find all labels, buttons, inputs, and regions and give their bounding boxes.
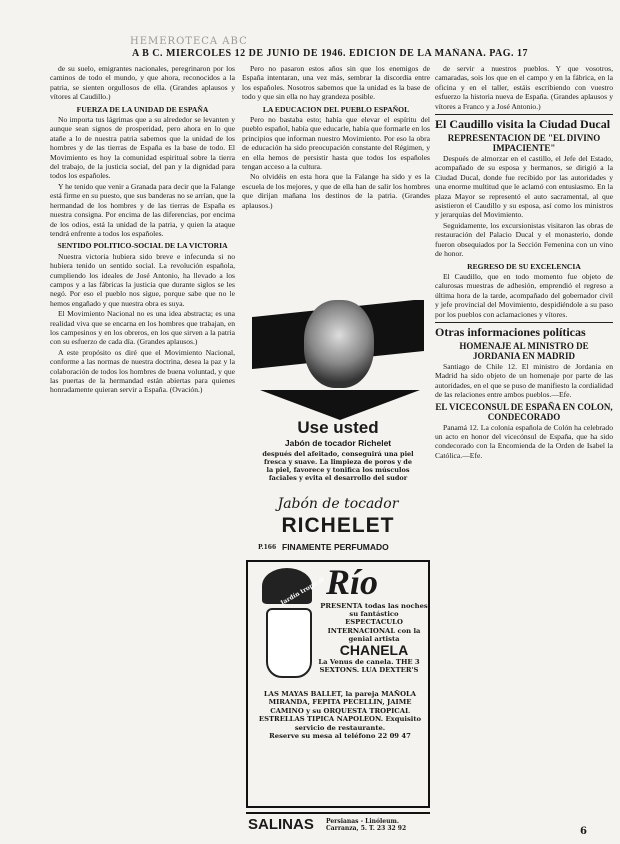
ad-salinas-address: Persianas - Linóleum. Carranza, 5. T. 23 32 92: [326, 818, 407, 832]
paragraph: El Movimiento Nacional no es una idea abstracta; es una realidad viva que se encarna en los hombres que trabajan, en los campesinos y en los obreros, en los que sirven a la patria con su esfuerzo de cada día. (Grandes aplausos.): [50, 309, 235, 347]
ad-headline: Use usted: [297, 418, 379, 437]
paragraph: Nuestra victoria hubiera sido breve e infecunda si no hubiera tenido un sentido social. La revolución española, cumpliendo los ideales de José Antonio, ha llevado a los campos y a las fábricas la justicia que durante siglos se les negó. Por eso el pueblo nos sigue, porque sabe que no le hemos engañado y que nuestra obra es suya.: [50, 251, 235, 308]
ad-brand: RICHELET: [281, 514, 395, 537]
ad-rio-name: Río: [326, 562, 379, 602]
article-headline: El Caudillo visita la Ciudad Ducal: [435, 117, 611, 132]
page-mark: 6: [580, 826, 587, 837]
ad-rio-star: CHANELA: [339, 642, 409, 658]
section-heading: FUERZA DE LA UNIDAD DE ESPAÑA: [76, 104, 209, 114]
ad-rio-line2: La Venus de canela. THE 3 SEXTONS. LUA DEXTER'S: [318, 658, 420, 675]
richelet-advertisement: [252, 300, 424, 562]
paragraph: Pero no bastaba esto; había que elevar el espíritu del pueblo español, había que educarle, había que formarle en los principios que informan nuestro Movimiento. Por eso la obra de educación ha sido preocupación constante del Régimen, y en ella hemos de persistir hasta que todos los españoles tengan acceso a la cultura.: [242, 115, 430, 172]
ad-script-line: Jabón de tocador: [277, 496, 399, 512]
man-portrait-image: [304, 300, 374, 388]
paragraph: de su suelo, emigrantes nacionales, peregrinaron por los caminos de todo el mundo, y que ahora, reconocidos a la patria, se sienten orgullosos de ella. (Grandes aplausos y vítores al Caudillo.): [50, 64, 235, 102]
article-subheadline: HOMENAJE AL MINISTRO DE JORDANIA EN MADRID: [459, 340, 589, 361]
column-3: [435, 64, 613, 834]
ad-rio-line3: [252, 690, 428, 740]
paragraph: A este propósito os diré que el Movimiento Nacional, conforme a las normas de nuestra doctrina, desea la paz y la colaboración de todos los hombres de buena voluntad, y que las puertas de la hermandad están abiertas para quienes honradamente quieran servir a España. (Ovación.): [50, 347, 235, 395]
ad-triangle-shape: [260, 390, 420, 420]
ad-subhead: Jabón de tocador Richelet: [284, 438, 392, 448]
divider: [435, 114, 613, 115]
article-subheadline: EL VICECONSUL DE ESPAÑA EN COLON, CONDECORADO: [435, 401, 613, 422]
paragraph: Seguidamente, los excursionistas visitaron las obras de restauración del Palacio Ducal y el monasterio, donde fueron obsequiados por la Sección Femenina con un vino de honor.: [435, 220, 613, 259]
section-heading: SENTIDO POLITICO-SOCIAL DE LA VICTORIA: [57, 241, 228, 251]
ad-rio-program: LAS MAYAS BALLET, la pareja MAÑOLA MIRANDA, FEPITA PECELLIN, JAIME CAMINO y su ORQUESTA TROPICAL ESTRELLAS TIPICA NAPOLEON. Exquisito servicio de restaurante.: [258, 690, 422, 732]
paragraph: de servir a nuestros pueblos. Y que vosotros, camaradas, sois los que en el campo y en la fábrica, en la oficina y en el taller, estáis escribiendo con vuestro esfuerzo la historia nueva de España. (Grandes aplausos y vítores a Franco y a José Antonio.): [435, 64, 613, 111]
watermark: HEMEROTECA ABC: [130, 36, 248, 47]
paragraph: El Caudillo, que en todo momento fue objeto de calurosas muestras de adhesión, emprendió el regreso a última hora de la tarde, acompañado del gobernador civil y jefe provincial del Movimiento, despidiéndole a su paso por los pueblos con aclamaciones y vítores.: [435, 271, 613, 319]
glass-icon: [266, 608, 312, 678]
paragraph: Pero no pasaron estos años sin que los enemigos de España intentaran, una vez más, sembrar la discordia entre los españoles. Nosotros sabemos que la unidad es la base de todo y que sin ella no hay grandeza posible.: [242, 64, 430, 102]
paragraph: No olvidéis en esta hora que la Falange ha sido y es la escuela de los mejores, y que de ella han de salir los hombres que dirijan mañana los destinos de la patria. (Grandes aplausos.): [242, 172, 430, 210]
column-2: [242, 64, 430, 302]
paragraph: Y he tenido que venir a Granada para decir que la Falange está firme en su puesto, que sus banderas no se arrían, que la hermandad de los hombres y de las tierras de España es nuestra consigna. Por encima de las diferencias, por encima de los odios, está la unidad de la patria, y quien la ataque tendrá enfrente a todos los españoles.: [50, 181, 235, 238]
divider: [435, 322, 613, 323]
column-1: [50, 64, 235, 834]
paragraph: No importa tus lágrimas que a su alrededor se levanten y aunque sean signos de prosperidad, pero ahora en lo que atañe a lo de nuestra patria sabemos que la unidad de los hombres y de las tierras de España es la base de todo. El Movimiento es hoy la comunidad espiritual sobre la tierra del trabajo, de la justicia social, del pan y la dignidad para todos los españoles.: [50, 115, 235, 181]
ad-salinas-name: SALINAS: [248, 816, 314, 833]
ad-body: después del afeitado, conseguirá una piel fresca y suave. La limpieza de poros y de la piel, favorece y tonifica los músculos faciales y evita el desarrollo del sudor: [262, 450, 414, 482]
ad-rio-presenta: PRESENTA todas las noches su fantástico ESPECTACULO INTERNACIONAL con la genial artista: [320, 602, 428, 643]
section-heading: REGRESO DE SU EXCELENCIA: [467, 261, 581, 271]
paragraph: Santiago de Chile 12. El ministro de Jordania en Madrid ha sido objeto de un homenaje por parte de las autoridades, en el que se puso de manifiesto la cordialidad de las relaciones entre ambos pueblos.—Efe.: [435, 361, 613, 400]
article-subheadline: REPRESENTACION DE "EL DIVINO IMPACIENTE": [447, 133, 601, 154]
section-heading: LA EDUCACION DEL PUEBLO ESPAÑOL: [262, 104, 410, 114]
ad-badge: Jardín tropical: [279, 576, 326, 607]
ad-tagline: FINAMENTE PERFUMADO: [282, 542, 389, 552]
ad-rio-phone: Reserve su mesa al teléfono 22 09 47: [269, 732, 411, 741]
paragraph: Panamá 12. La colonia española de Colón ha celebrado un acto en honor del vicecónsul de España, que ha sido condecorado con la Encomienda de la Orden de Isabel la Católica.—Efe.: [435, 422, 613, 460]
running-head: A B C. MIERCOLES 12 DE JUNIO DE 1946. EDICION DE LA MAÑANA. PAG. 17: [131, 48, 529, 59]
article-headline: Otras informaciones políticas: [435, 324, 586, 339]
ad-code: P.166: [258, 544, 277, 551]
salinas-advertisement: [246, 812, 430, 836]
rio-advertisement: [246, 560, 430, 808]
paragraph: Después de almorzar en el castillo, el Jefe del Estado, acompañado de su esposa y hermanos, se dirigió a la Ciudad Ducal, donde fue recibido por las autoridades y una enorme multitud que le aclamó con entusiasmo. En la plaza Mayor se representó el auto sacramental, al que asistieron el Caudillo y su esposa, así como los ministros y jerarquías del Movimiento.: [435, 154, 613, 220]
